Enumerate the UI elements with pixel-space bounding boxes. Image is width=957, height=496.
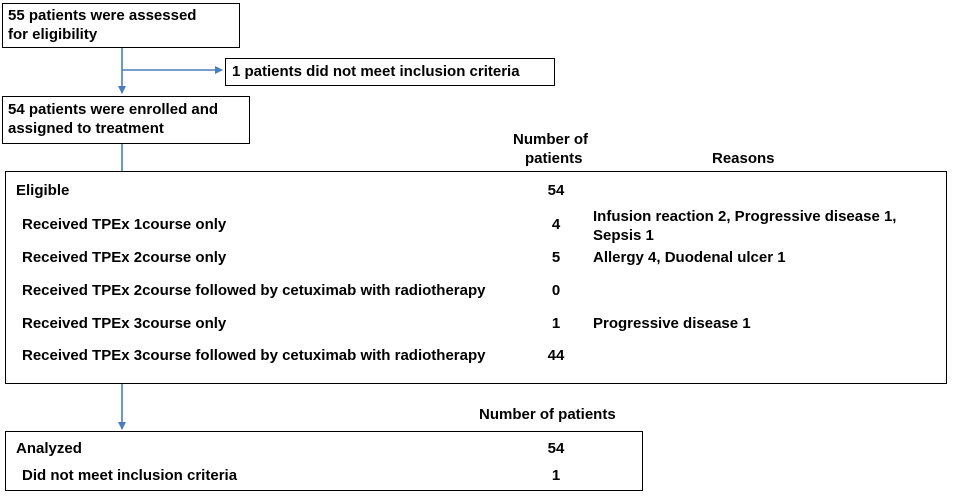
row-label-tpex2: Received TPEx 2course only	[22, 249, 227, 266]
analysis-number-header: Number of patients	[479, 406, 616, 423]
row-number-not-meet: 1	[551, 467, 561, 484]
row-reason-tpex1-line2: Sepsis 1	[593, 227, 654, 244]
reasons-header: Reasons	[712, 150, 775, 167]
row-number-tpex1: 4	[551, 216, 561, 233]
row-label-tpex2-cetux: Received TPEx 2course followed by cetuximab with radiotherapy	[22, 282, 486, 299]
row-number-analyzed: 54	[547, 440, 565, 457]
row-number-tpex3-cetux: 44	[547, 347, 565, 364]
row-label-tpex3-cetux: Received TPEx 3course followed by cetuximab with radiotherapy	[22, 347, 486, 364]
number-header-line1: Number of	[513, 131, 588, 148]
enrolled-line1: 54 patients were enrolled and	[8, 101, 219, 118]
row-label-eligible: Eligible	[16, 182, 70, 199]
row-label-tpex1: Received TPEx 1course only	[22, 216, 227, 233]
row-reason-tpex3: Progressive disease 1	[593, 315, 751, 332]
row-label-tpex3: Received TPEx 3course only	[22, 315, 227, 332]
row-reason-tpex1-line1: Infusion reaction 2, Progressive disease 1,	[593, 208, 897, 225]
row-number-tpex2: 5	[551, 249, 561, 266]
row-reason-tpex2: Allergy 4, Duodenal ulcer 1	[593, 249, 786, 266]
row-number-tpex2-cetux: 0	[551, 282, 561, 299]
excluded-text: 1 patients did not meet inclusion criteria	[232, 63, 520, 80]
row-label-analyzed: Analyzed	[16, 440, 82, 457]
row-number-tpex3: 1	[551, 315, 561, 332]
enrolled-line2: assigned to treatment	[8, 120, 164, 137]
row-number-eligible: 54	[547, 182, 565, 199]
row-label-not-meet: Did not meet inclusion criteria	[22, 467, 238, 484]
assessed-line2: for eligibility	[8, 26, 98, 43]
number-header-line2: patients	[525, 150, 583, 167]
assessed-line1: 55 patients were assessed	[8, 7, 197, 24]
